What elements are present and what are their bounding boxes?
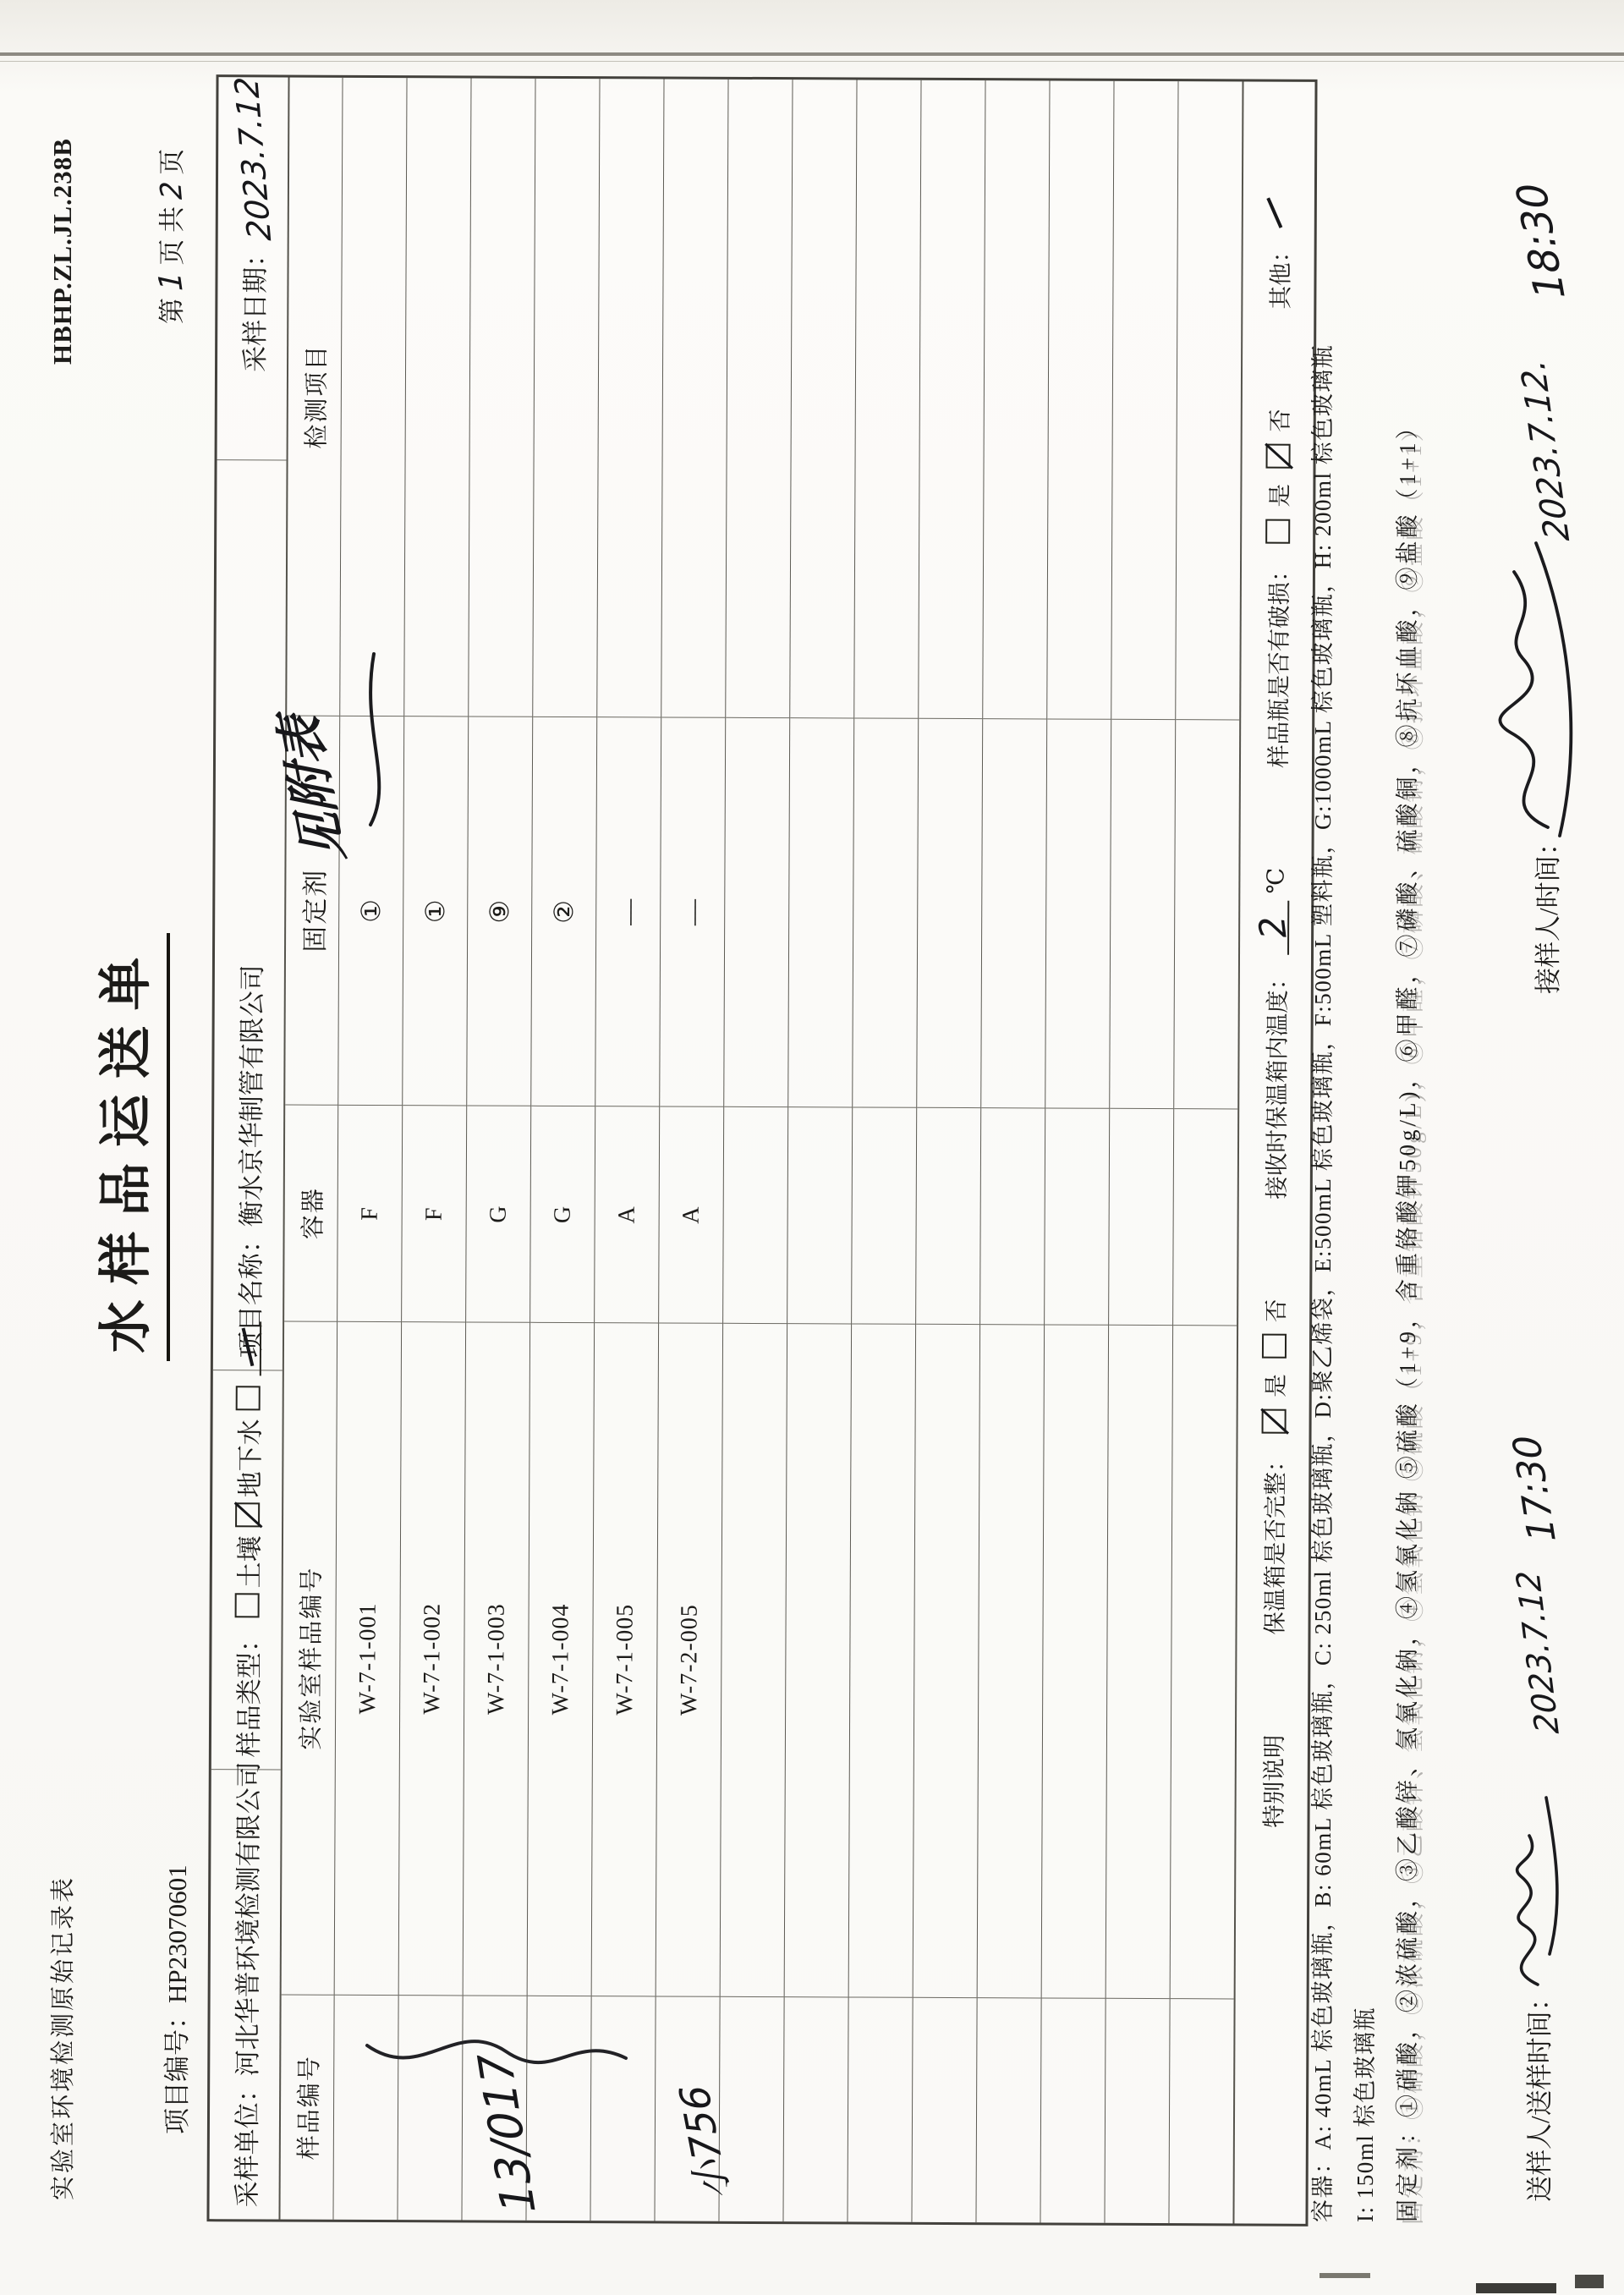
cell-sample-no <box>1040 1997 1105 2222</box>
cell-fixative: — <box>660 717 725 1106</box>
fixative-legend: 固定剂：①硝酸，②浓硫酸，③乙酸锌、氢氧化钠，④氢氧化钠 ⑤硫酸（1+9，含重铬酸钾50g/L)，⑥甲醛，⑦磷酸、硫酸铜，⑧抗坏血酸，⑨盐酸（1+1） <box>1395 413 1420 2222</box>
bottle-damage-field <box>1259 409 1295 768</box>
cell-container <box>852 1106 916 1323</box>
cell-test-items <box>726 80 792 717</box>
receiver-time-handwritten: 18:30 <box>1506 181 1576 300</box>
table-row <box>847 80 920 2221</box>
header-container: 容器 <box>284 1105 337 1321</box>
cell-test-items <box>597 79 663 717</box>
handwritten-sample-code-2: 小756 <box>670 2083 740 2201</box>
container-legend-line1: 容器：A: 40mL 棕色玻璃瓶，B: 60mL 棕色玻璃瓶，C: 250ml 棕色玻璃瓶，D:聚乙烯袋，E:500mL 棕色玻璃瓶，F:500mL 塑料瓶，G:1000mL 棕色玻璃瓶，H: 200ml 棕色玻璃瓶 <box>1310 343 1336 2222</box>
receiver-label: 接样人/时间： <box>1533 829 1563 994</box>
cell-test-items <box>1111 81 1177 719</box>
project-name-value: 衡水京华制管有限公司 <box>236 964 267 1227</box>
cell-fixative <box>724 717 789 1106</box>
damage-no-label: 否 <box>1266 409 1293 432</box>
receiver-signature-row <box>1473 181 1578 994</box>
sampling-unit-label: 采样单位： <box>232 2076 262 2208</box>
cell-container <box>916 1107 980 1324</box>
page-number-handwritten: 1 <box>152 271 190 292</box>
bottle-damage-label: 样品瓶是否有破损： <box>1265 558 1293 768</box>
page-title: 水样品运送单 <box>83 934 170 1362</box>
cell-lab-id: W-7-1-005 <box>592 1322 658 1996</box>
cell-lab-id <box>721 1323 787 1996</box>
temperature-label: 接收时保温箱内温度： <box>1263 966 1291 1200</box>
sample-type-blank <box>234 1321 261 1375</box>
table-row <box>1040 80 1113 2222</box>
table-row <box>782 80 856 2221</box>
cell-fixative <box>1045 718 1111 1107</box>
sample-table-body <box>332 78 1242 2224</box>
cell-fixative <box>853 717 918 1106</box>
cell-test-items <box>340 78 406 716</box>
scan-speckle <box>1320 2273 1370 2278</box>
cell-lab-id: W-7-1-004 <box>528 1322 594 1996</box>
cell-test-items <box>661 79 727 717</box>
header-fixative: 固定剂 <box>285 716 339 1105</box>
sender-signature-scribble <box>1482 1743 1566 1996</box>
header-sample-no: 样品编号 <box>280 1995 333 2220</box>
cell-lab-id <box>1042 1324 1108 1997</box>
sampling-date-label: 采样日期： <box>239 240 271 372</box>
table-row <box>911 80 985 2222</box>
table-header-row <box>278 78 342 2220</box>
cell-lab-id <box>1171 1325 1237 1998</box>
page-total-handwritten: 2 <box>153 181 190 200</box>
sender-date-handwritten: 2023.7.12 <box>1509 1571 1566 1735</box>
cell-lab-id <box>849 1323 915 1996</box>
scan-page-edge <box>0 52 1624 56</box>
meta-row <box>209 77 288 2219</box>
table-row <box>525 79 599 2221</box>
project-name-field <box>213 460 287 1370</box>
checkbox-cooler-no <box>1261 1334 1286 1359</box>
receiver-date-handwritten: 2023.7.12. <box>1512 359 1578 542</box>
cell-fixative: ① <box>403 716 468 1105</box>
form-code: HBHP.ZL.JL.238B <box>47 138 77 365</box>
table-row <box>332 78 406 2220</box>
cell-fixative <box>788 717 853 1106</box>
table-row <box>975 80 1049 2222</box>
cell-sample-no <box>1105 1998 1169 2223</box>
cell-container: A <box>659 1106 723 1322</box>
table-row <box>590 79 663 2221</box>
cell-container <box>1109 1108 1173 1325</box>
cell-lab-id <box>1106 1325 1172 1998</box>
cell-lab-id: W-7-1-001 <box>335 1321 401 1995</box>
option-groundwater-label: 地下水 <box>234 1419 266 1498</box>
cell-test-items <box>790 80 856 717</box>
cooler-intact-field <box>1256 1299 1292 1635</box>
cell-sample-no <box>1169 1998 1233 2223</box>
sender-time-handwritten: 17:30 <box>1504 1434 1566 1543</box>
doc-type-label: 实验室环境检测原始记录表 <box>50 1875 77 2200</box>
cell-test-items <box>1047 80 1113 718</box>
cell-fixative: ② <box>531 717 596 1106</box>
cell-container: G <box>530 1106 595 1322</box>
scan-page-edge-faint <box>0 61 1624 63</box>
cell-sample-no <box>783 1996 848 2221</box>
sampling-date-handwritten: 2023.7.12 <box>227 76 279 242</box>
checkbox-damage-yes <box>1265 519 1290 543</box>
other-label: 其他： <box>1267 239 1294 310</box>
handwritten-see-attached-note: 见附表 <box>269 715 356 862</box>
cell-lab-id: W-7-1-003 <box>464 1321 529 1995</box>
cell-sample-no <box>848 1996 912 2221</box>
pen-curve-stroke <box>362 2007 633 2092</box>
receiver-signature-scribble <box>1473 536 1575 841</box>
cell-test-items <box>983 80 1049 718</box>
sample-type-field <box>211 1370 283 1769</box>
checkbox-groundwater <box>235 1502 260 1527</box>
sender-signature-row <box>1482 1434 1566 2202</box>
table-row <box>1104 81 1177 2223</box>
cell-container <box>787 1106 852 1323</box>
cell-sample-no <box>912 1997 976 2222</box>
cell-fixative <box>917 718 982 1107</box>
cell-lab-id <box>978 1324 1044 1997</box>
cell-container: G <box>466 1105 530 1321</box>
other-handwritten-mark <box>1266 198 1282 228</box>
cell-test-items <box>919 80 985 718</box>
header-test-items: 检测项目 <box>303 343 331 449</box>
page-mid: 页 共 <box>157 206 187 266</box>
cell-test-items <box>533 79 599 717</box>
cell-fixative <box>1110 719 1175 1108</box>
cell-container <box>1173 1108 1237 1325</box>
sample-table <box>206 74 1317 2226</box>
checkbox-damage-no <box>1265 444 1290 469</box>
sample-type-label: 样品类型： <box>233 1626 265 1758</box>
cell-fixative: ⑨ <box>467 716 532 1105</box>
sampling-date-field <box>217 77 288 460</box>
table-row <box>397 78 470 2220</box>
temperature-unit: ℃ <box>1262 867 1289 894</box>
temperature-field <box>1250 867 1295 1200</box>
page-prefix: 第 <box>157 298 187 324</box>
page-indicator <box>151 149 189 324</box>
special-note-label: 特别说明 <box>1260 1734 1287 1828</box>
project-name-label: 项目名称： <box>235 1227 266 1359</box>
scan-speckle <box>1575 2275 1604 2288</box>
cell-fixative <box>1174 719 1239 1108</box>
cell-container: F <box>337 1105 402 1321</box>
pen-stroke-under-note <box>345 645 404 832</box>
cell-fixative <box>981 718 1046 1107</box>
scan-speckle <box>1476 2283 1556 2293</box>
sender-label: 送样人/送样时间： <box>1525 1985 1555 2202</box>
cell-sample-no <box>976 1997 1040 2222</box>
temperature-handwritten: 2 <box>1250 914 1295 942</box>
table-row <box>718 80 792 2221</box>
footer-row <box>1232 81 1314 2223</box>
cooler-intact-label: 保温箱是否完整： <box>1261 1448 1289 1635</box>
handwritten-dash <box>242 1328 255 1367</box>
header-lab-id: 实验室样品编号 <box>282 1321 337 1995</box>
checkbox-soil <box>234 1593 259 1617</box>
checkbox-cooler-yes <box>1261 1409 1286 1434</box>
handwritten-sample-code-1: 13/017 <box>468 2052 546 2215</box>
cell-fixative: ① <box>338 716 403 1105</box>
cell-test-items <box>404 78 470 716</box>
other-field <box>1261 197 1296 310</box>
checkbox-other-type <box>235 1386 260 1410</box>
sampling-unit-field <box>209 1761 280 2219</box>
cooler-no-label: 否 <box>1263 1298 1290 1323</box>
temperature-blank <box>1250 901 1295 955</box>
cell-lab-id: W-7-1-002 <box>399 1321 465 1995</box>
table-row <box>461 78 535 2220</box>
cell-test-items <box>1176 81 1242 719</box>
cell-test-items <box>469 78 535 716</box>
option-soil-label: 土壤 <box>234 1535 265 1589</box>
cell-fixative: — <box>595 717 661 1106</box>
cell-container <box>723 1106 787 1323</box>
container-legend-line2: I: 150ml 棕色玻璃瓶 <box>1352 2007 1378 2222</box>
cell-lab-id <box>785 1323 851 1996</box>
cell-lab-id <box>914 1324 979 1997</box>
project-number-label: 项目编号： <box>162 2003 192 2134</box>
sampling-unit-value: 河北华普环境检测有限公司 <box>232 1761 264 2077</box>
cell-container: A <box>595 1106 659 1322</box>
damage-yes-label: 是 <box>1266 483 1293 508</box>
project-number-field <box>156 1864 194 2134</box>
cell-container <box>980 1107 1045 1324</box>
cell-test-items <box>854 80 920 717</box>
cell-container: F <box>402 1105 466 1321</box>
table-row <box>1168 81 1242 2223</box>
page-suffix: 页 <box>157 148 187 175</box>
table-row <box>654 79 727 2221</box>
cell-container <box>1045 1107 1109 1324</box>
cooler-yes-label: 是 <box>1262 1374 1289 1397</box>
project-number-value: HP23070601 <box>162 1864 192 2003</box>
cell-lab-id: W-7-2-005 <box>656 1322 722 1996</box>
